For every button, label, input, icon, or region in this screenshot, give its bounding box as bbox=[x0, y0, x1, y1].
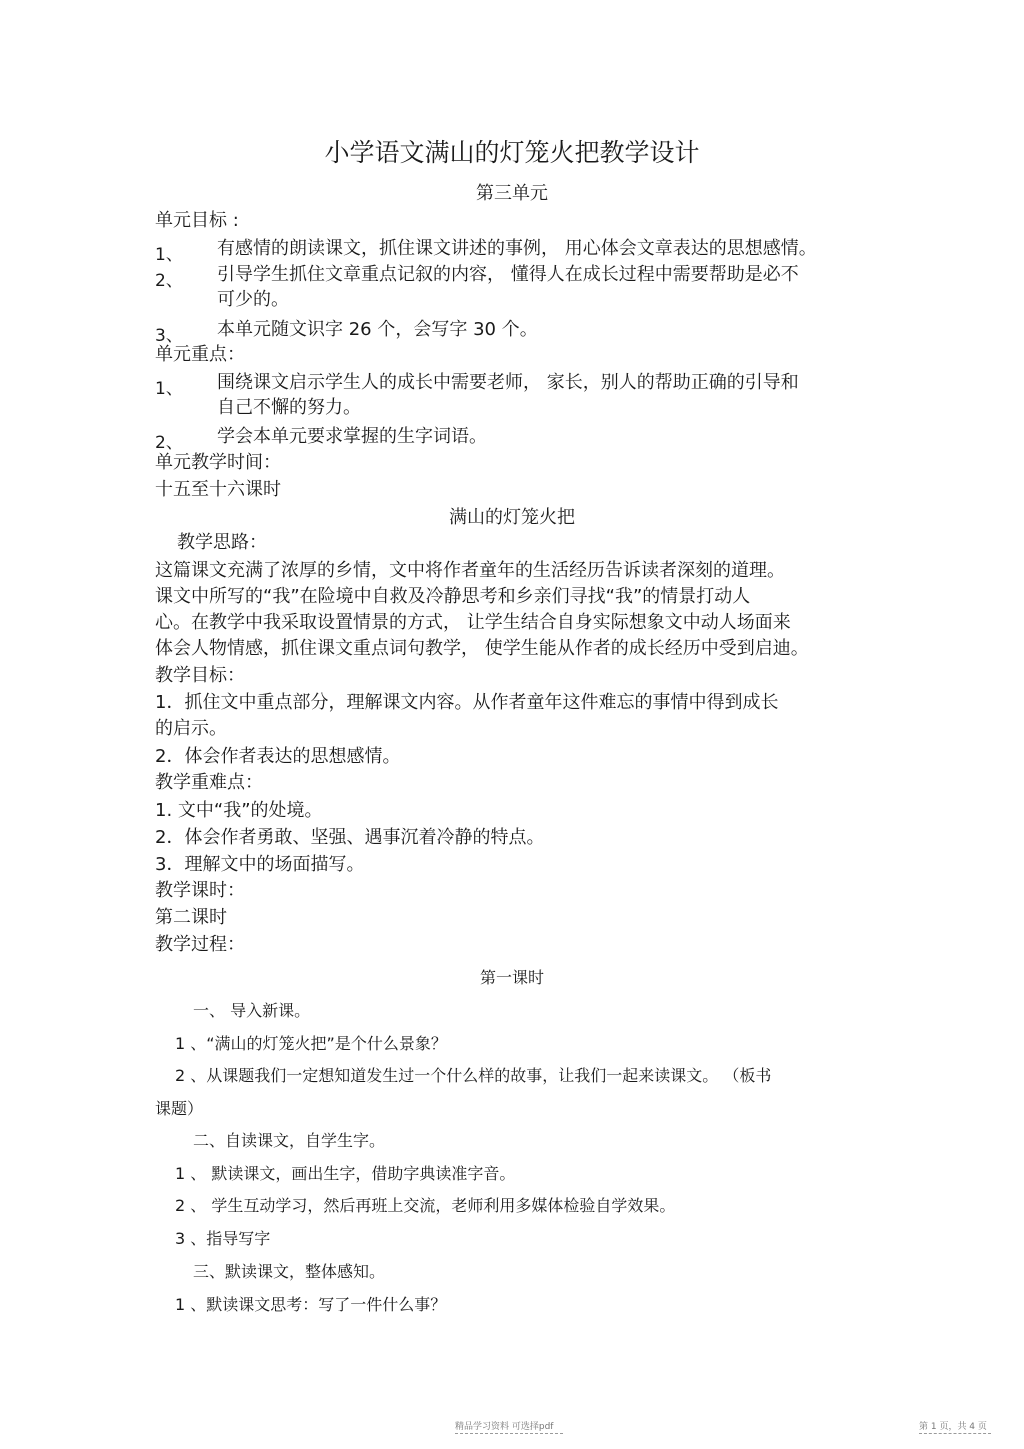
goal-number: 3、 bbox=[155, 326, 183, 346]
goal-line: 引导学生抓住文章重点记叙的内容， 懂得人在成长过程中需要帮助是必不 bbox=[217, 264, 799, 285]
idea-line: 心。在教学中我采取设置情景的方式， 让学生结合自身实际想象文中动人场面来 bbox=[155, 612, 791, 633]
focus-number: 1、 bbox=[155, 379, 183, 399]
time-value: 十五至十六课时 bbox=[155, 479, 281, 500]
goal-line: 可少的。 bbox=[217, 289, 289, 310]
footer-right-divider bbox=[919, 1433, 991, 1434]
goal-number: 2、 bbox=[155, 271, 183, 291]
footer-left-text: 精品学习资料 可选择pdf bbox=[455, 1422, 554, 1432]
difficulty-line: 3．理解文中的场面描写。 bbox=[155, 854, 365, 875]
time-heading: 单元教学时间： bbox=[155, 452, 281, 473]
objective-line: 2．体会作者表达的思想感情。 bbox=[155, 746, 401, 767]
lesson-title: 满山的灯笼火把 bbox=[449, 507, 575, 528]
idea-line: 体会人物情感，抓住课文重点词句教学， 使学生能从作者的成长经历中受到启迪。 bbox=[155, 638, 809, 659]
objective-line: 1．抓住文中重点部分，理解课文内容。从作者童年这件难忘的事情中得到成长 bbox=[155, 692, 779, 713]
idea-line: 这篇课文充满了浓厚的乡情，文中将作者童年的生活经历告诉读者深刻的道理。 bbox=[155, 560, 785, 581]
process-line: 一、 导入新课。 bbox=[193, 1001, 311, 1020]
focus-line: 学会本单元要求掌握的生字词语。 bbox=[217, 426, 487, 447]
process-line: 1 、 默读课文，画出生字，借助字典读准字音。 bbox=[175, 1164, 516, 1183]
focus-number: 2、 bbox=[155, 433, 183, 453]
goal-line: 有感情的朗读课文，抓住课文讲述的事例， 用心体会文章表达的思想感情。 bbox=[217, 238, 817, 259]
focus-line: 自己不懈的努力。 bbox=[217, 397, 361, 418]
document-title: 小学语文满山的灯笼火把教学设计 bbox=[324, 138, 700, 167]
process-line: 2 、 学生互动学习，然后再班上交流，老师利用多媒体检验自学效果。 bbox=[175, 1196, 676, 1215]
process-line: 2 、从课题我们一定想知道发生过一个什么样的故事，让我们一起来读课文。 （板书 bbox=[175, 1066, 772, 1085]
idea-line: 课文中所写的“我”在险境中自救及冷静思考和乡亲们寻找“我”的情景打动人 bbox=[155, 586, 751, 607]
process-line: 1 、默读课文思考：写了一件什么事？ bbox=[175, 1295, 447, 1314]
footer-left-divider bbox=[455, 1433, 563, 1434]
difficulty-heading: 教学重难点： bbox=[155, 772, 263, 793]
difficulty-line: 2．体会作者勇敢、坚强、遇事沉着冷静的特点。 bbox=[155, 827, 545, 848]
objectives-heading: 教学目标： bbox=[155, 665, 245, 686]
process-line: 三、默读课文，整体感知。 bbox=[193, 1262, 386, 1281]
idea-heading: 教学思路： bbox=[177, 532, 267, 553]
focus-heading: 单元重点： bbox=[155, 344, 245, 365]
hours-value: 第二课时 bbox=[155, 907, 227, 928]
process-line: 3 、指导写字 bbox=[175, 1229, 271, 1248]
goals-heading: 单元目标 : bbox=[155, 210, 239, 231]
goal-number: 1、 bbox=[155, 245, 183, 265]
focus-line: 围绕课文启示学生人的成长中需要老师， 家长，别人的帮助正确的引导和 bbox=[217, 372, 799, 393]
process-line: 二、自读课文，自学生字。 bbox=[193, 1131, 386, 1150]
process-line: 1 、“满山的灯笼火把”是个什么景象？ bbox=[175, 1034, 447, 1053]
footer-page-number: 第 1 页，共 4 页 bbox=[919, 1422, 987, 1432]
unit-heading: 第三单元 bbox=[476, 183, 548, 204]
process-heading: 教学过程： bbox=[155, 934, 245, 955]
hours-heading: 教学课时： bbox=[155, 880, 245, 901]
difficulty-line: 1. 文中“我”的处境。 bbox=[155, 800, 323, 821]
goal-line: 本单元随文识字 26 个，会写字 30 个。 bbox=[217, 319, 538, 340]
period-title: 第一课时 bbox=[479, 968, 544, 987]
process-line: 课题） bbox=[155, 1099, 204, 1118]
objective-line: 的启示。 bbox=[155, 718, 227, 739]
